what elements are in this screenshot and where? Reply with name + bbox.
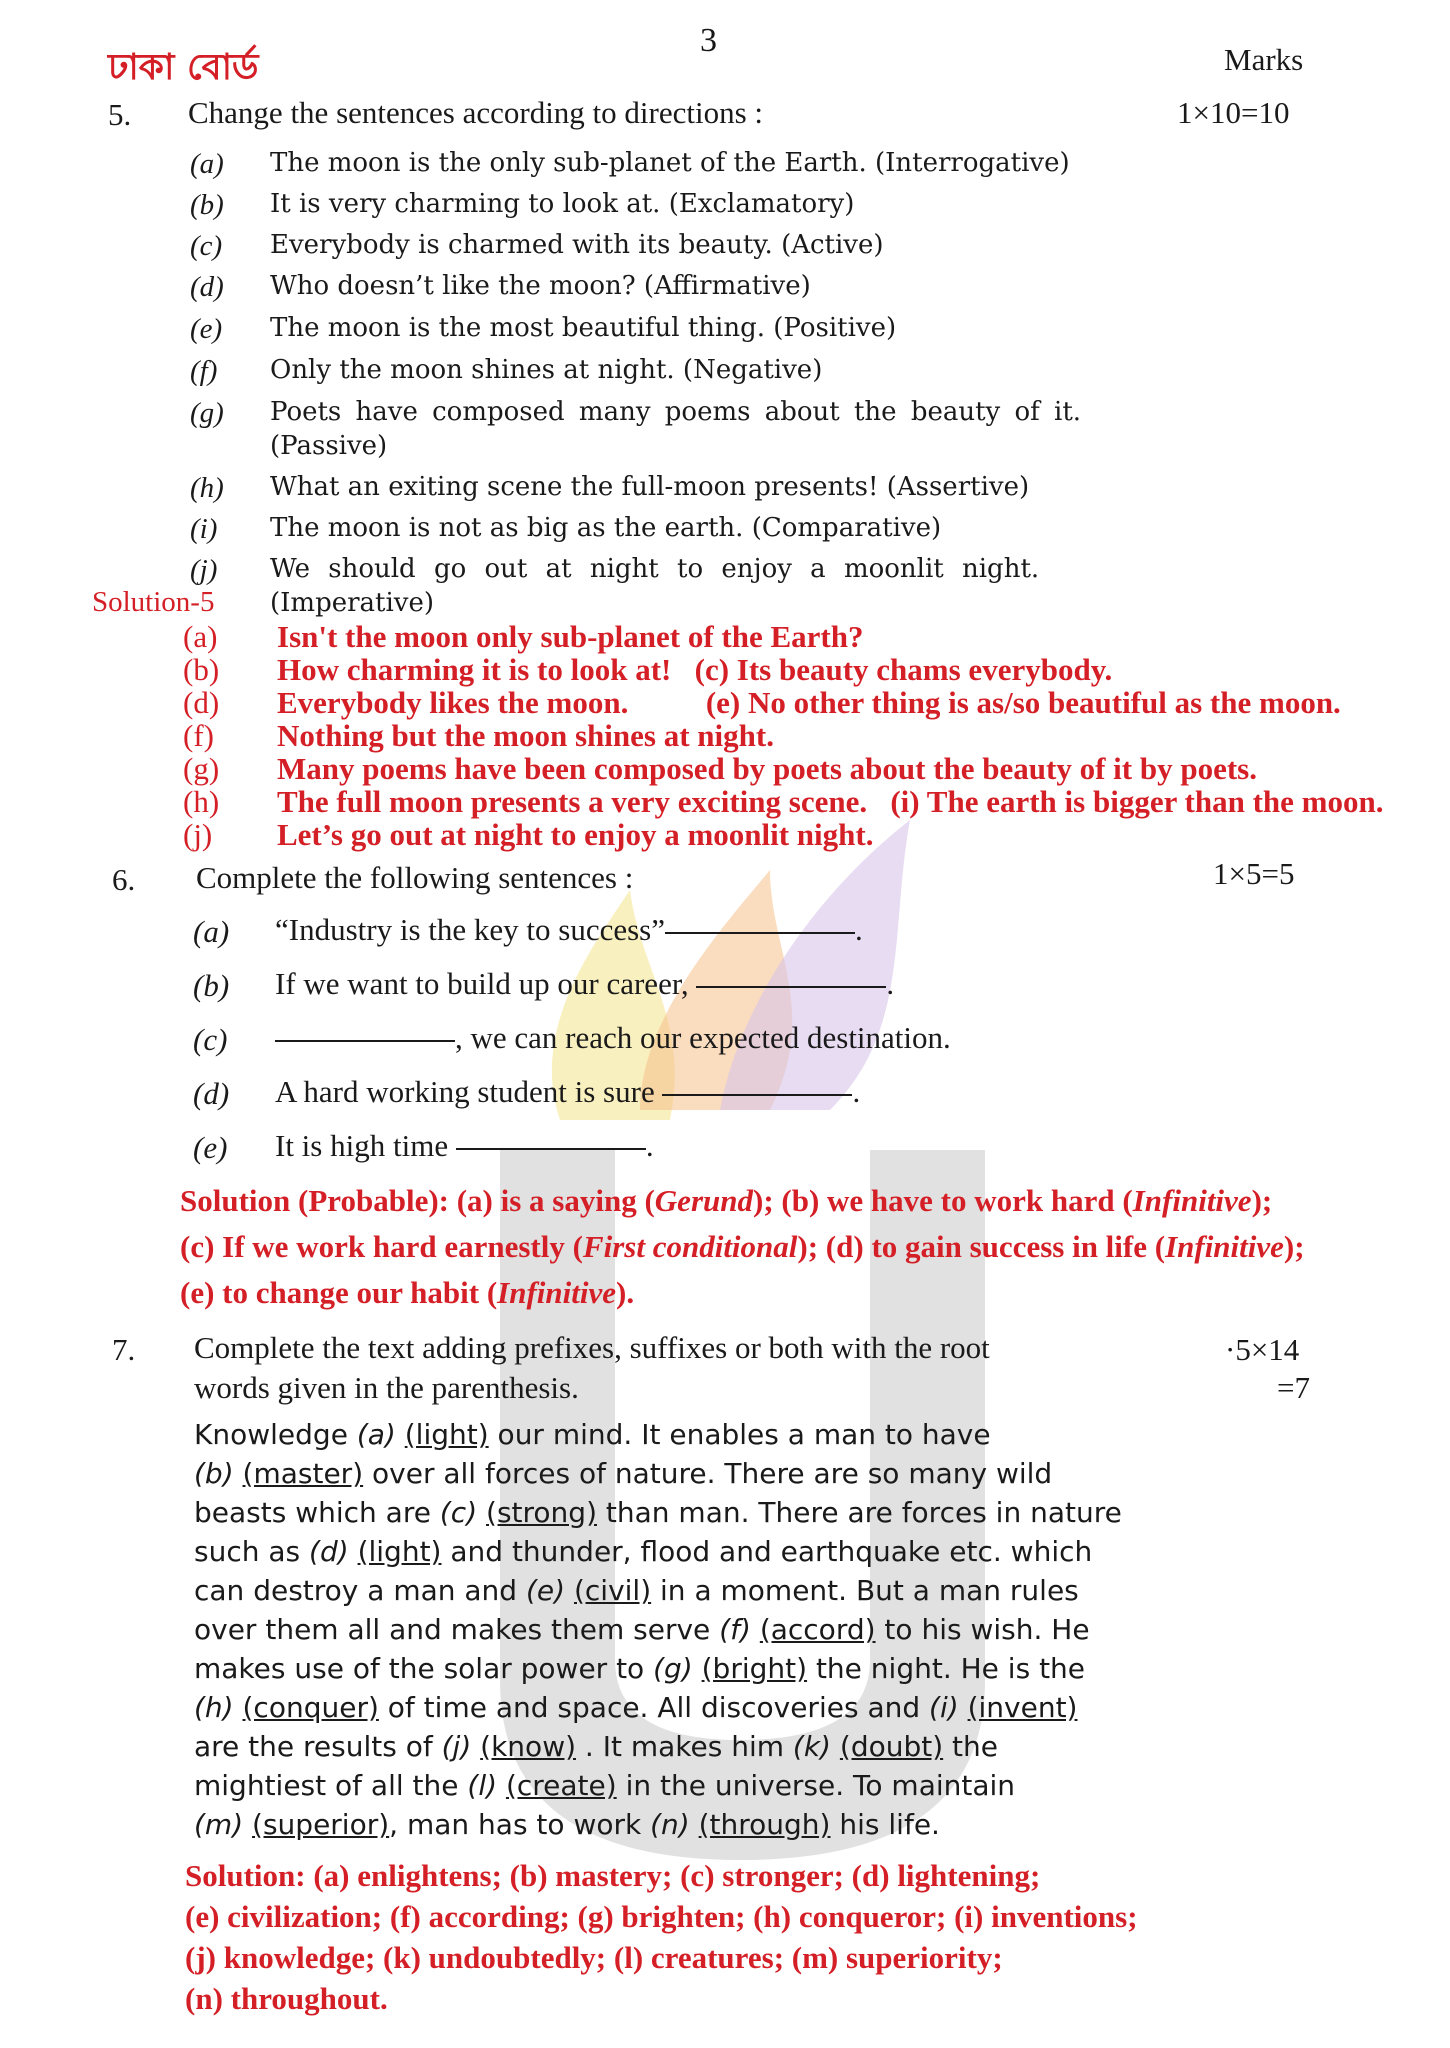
- solution7-line1: Solution: (a) enlightens; (b) mastery; (c) stronger; (d) lightening;: [185, 1858, 1041, 1893]
- solution5-text: Many poems have been composed by poets about the beauty of it by poets.: [277, 751, 1257, 786]
- blank-label: (n): [650, 1808, 690, 1841]
- page-number: 3: [700, 22, 717, 59]
- blank-label: (c): [439, 1496, 478, 1529]
- q5-number: 5.: [108, 97, 132, 132]
- q5-item-text: Only the moon shines at night. (Negative): [270, 355, 823, 385]
- q5-item-text-cont: (Passive): [270, 431, 388, 461]
- answer-blank[interactable]: [662, 1093, 852, 1096]
- q6-item-text: If we want to build up our career,: [275, 966, 689, 1001]
- root-word: (strong): [486, 1496, 597, 1529]
- passage-line: can destroy a man and (e) (civil) in a moment. But a man rules: [194, 1574, 1079, 1607]
- root-word: (doubt): [839, 1730, 944, 1763]
- root-word: (light): [404, 1418, 489, 1451]
- q5-item-text: We should go out at night to enjoy a moonlit night.: [270, 554, 1040, 584]
- marks-header: Marks: [1224, 42, 1304, 77]
- q5-item-text: The moon is the only sub-planet of the Earth. (Interrogative): [270, 148, 1070, 178]
- passage-line: over them all and makes them serve (f) (accord) to his wish. He: [194, 1613, 1090, 1646]
- q6-marks: 1×5=5: [1213, 856, 1295, 891]
- q5-item-label: (b): [190, 189, 224, 221]
- solution5-label: (b): [183, 652, 220, 687]
- q7-marks-line2: =7: [1277, 1370, 1310, 1405]
- q6-item-label: (d): [193, 1076, 230, 1111]
- q6-item: [275, 1020, 951, 1056]
- answer-blank[interactable]: [665, 931, 855, 934]
- blank-label: (e): [525, 1574, 566, 1607]
- passage-line: are the results of (j) (know) . It makes him (k) (doubt) the: [194, 1730, 998, 1763]
- q7-instruction-line1: Complete the text adding prefixes, suffixes or both with the root: [194, 1330, 990, 1365]
- q5-instruction: Change the sentences according to directions :: [188, 95, 764, 130]
- blank-label: (a): [356, 1418, 396, 1451]
- root-word: (bright): [701, 1652, 808, 1685]
- passage-line: such as (d) (light) and thunder, flood and earthquake etc. which: [194, 1535, 1093, 1568]
- q6-item-text: , we can reach our expected destination.: [455, 1020, 951, 1055]
- q6-number: 6.: [112, 862, 136, 897]
- solution5-text: How charming it is to look at! (c) Its beauty chams everybody.: [277, 652, 1113, 687]
- q6-item: A hard working student is sure .: [275, 1074, 861, 1109]
- solution5-label: (h): [183, 784, 220, 819]
- q5-item-text: What an exiting scene the full-moon presents! (Assertive): [270, 472, 1030, 502]
- q6-item: “Industry is the key to success” .: [275, 912, 863, 947]
- solution5-text: Nothing but the moon shines at night.: [277, 718, 774, 753]
- solution5-text: The full moon presents a very exciting scene. (i) The earth is bigger than the moon.: [277, 784, 1384, 819]
- q6-item-text: A hard working student is sure: [275, 1074, 655, 1109]
- q5-item-label: (j): [190, 554, 218, 586]
- q5-item-text: Poets have composed many poems about the beauty of it.: [270, 397, 1082, 427]
- passage-line: (h) (conquer) of time and space. All discoveries and (i) (invent): [194, 1691, 1078, 1724]
- blank-label: (f): [719, 1613, 751, 1646]
- answer-blank[interactable]: [456, 1147, 646, 1150]
- blank-label: (h): [194, 1691, 234, 1724]
- q6-item-label: (e): [193, 1130, 228, 1165]
- q5-item-label: (c): [190, 230, 223, 262]
- q5-item-text: Everybody is charmed with its beauty. (Active): [270, 230, 884, 260]
- q6-item-text: It is high time: [275, 1128, 449, 1163]
- solution7-line2: (e) civilization; (f) according; (g) brighten; (h) conqueror; (i) inventions;: [185, 1899, 1138, 1934]
- solution5-label: (d): [183, 685, 220, 720]
- root-word: (invent): [967, 1691, 1078, 1724]
- solution7-line3: (j) knowledge; (k) undoubtedly; (l) creatures; (m) superiority;: [185, 1940, 1003, 1975]
- q5-item-label: (h): [190, 472, 224, 504]
- q6-item: If we want to build up our career, .: [275, 966, 895, 1001]
- root-word: (conquer): [242, 1691, 379, 1724]
- solution5-text: Let’s go out at night to enjoy a moonlit night.: [277, 817, 874, 852]
- root-word: (superior): [252, 1808, 390, 1841]
- q5-item-label: (g): [190, 397, 224, 429]
- board-title: ঢাকা বোর্ড: [108, 47, 259, 88]
- blank-label: (g): [653, 1652, 693, 1685]
- root-word: (civil): [573, 1574, 652, 1607]
- solution5-text: Isn't the moon only sub-planet of the Earth?: [277, 619, 864, 654]
- blank-label: (b): [194, 1457, 234, 1490]
- passage-line: Knowledge (a) (light) our mind. It enables a man to have: [194, 1418, 991, 1451]
- blank-label: (j): [441, 1730, 472, 1763]
- root-word: (master): [242, 1457, 364, 1490]
- solution6-line3: (e) to change our habit (Infinitive).: [180, 1275, 635, 1310]
- solution5-label: (j): [183, 817, 213, 852]
- root-word: (know): [480, 1730, 577, 1763]
- q5-item-text: It is very charming to look at. (Exclamatory): [270, 189, 855, 219]
- q5-item-text: The moon is the most beautiful thing. (Positive): [270, 313, 897, 343]
- solution7-line4: (n) throughout.: [185, 1981, 388, 2016]
- q6-item-text: “Industry is the key to success”: [275, 912, 665, 947]
- q6-item-label: (c): [193, 1022, 228, 1057]
- q6-instruction: Complete the following sentences :: [196, 860, 634, 895]
- solution5-label: (g): [183, 751, 220, 786]
- root-word: (through): [698, 1808, 831, 1841]
- solution6-line2: (c) If we work hard earnestly (First conditional); (d) to gain success in life (Infinitive);: [180, 1229, 1305, 1264]
- answer-blank[interactable]: [275, 1039, 455, 1042]
- q7-marks-line1: ·5×14: [1225, 1332, 1300, 1367]
- solution5-text: Everybody likes the moon. (e) No other thing is as/so beautiful as the moon.: [277, 685, 1341, 720]
- blank-label: (d): [309, 1535, 349, 1568]
- q5-item-label: (f): [190, 355, 218, 387]
- blank-label: (k): [792, 1730, 831, 1763]
- root-word: (create): [505, 1769, 617, 1802]
- passage-line: beasts which are (c) (strong) than man. There are forces in nature: [194, 1496, 1122, 1529]
- q7-instruction-line2: words given in the parenthesis.: [194, 1370, 579, 1405]
- q5-item-text-cont: (Imperative): [270, 588, 435, 618]
- blank-label: (l): [467, 1769, 498, 1802]
- solution5-label: (a): [183, 619, 218, 654]
- passage-line: (b) (master) over all forces of nature. There are so many wild: [194, 1457, 1053, 1490]
- q5-item-label: (d): [190, 271, 224, 303]
- passage-line: makes use of the solar power to (g) (bright) the night. He is the: [194, 1652, 1086, 1685]
- solution5-title: Solution-5: [92, 586, 215, 618]
- passage-line: mightiest of all the (l) (create) in the universe. To maintain: [194, 1769, 1016, 1802]
- q6-item-label: (a): [193, 914, 230, 949]
- q5-item-text: Who doesn’t like the moon? (Affirmative): [270, 271, 811, 301]
- root-word: (light): [357, 1535, 442, 1568]
- blank-label: (i): [929, 1691, 959, 1724]
- q6-item: It is high time .: [275, 1128, 654, 1163]
- q5-marks: 1×10=10: [1177, 95, 1290, 130]
- q6-item-label: (b): [193, 968, 230, 1003]
- q5-item-label: (e): [190, 313, 223, 345]
- root-word: (accord): [759, 1613, 876, 1646]
- blank-label: (m): [194, 1808, 244, 1841]
- q5-item-label: (i): [190, 513, 218, 545]
- solution6-line1: Solution (Probable): (a) is a saying (Gerund); (b) we have to work hard (Infinitive);: [180, 1183, 1273, 1218]
- solution5-label: (f): [183, 718, 214, 753]
- q7-number: 7.: [112, 1332, 136, 1367]
- q5-item-text: The moon is not as big as the earth. (Comparative): [270, 513, 942, 543]
- answer-blank[interactable]: [696, 985, 886, 988]
- passage-line: (m) (superior), man has to work (n) (through) his life.: [194, 1808, 940, 1841]
- q5-item-label: (a): [190, 148, 224, 180]
